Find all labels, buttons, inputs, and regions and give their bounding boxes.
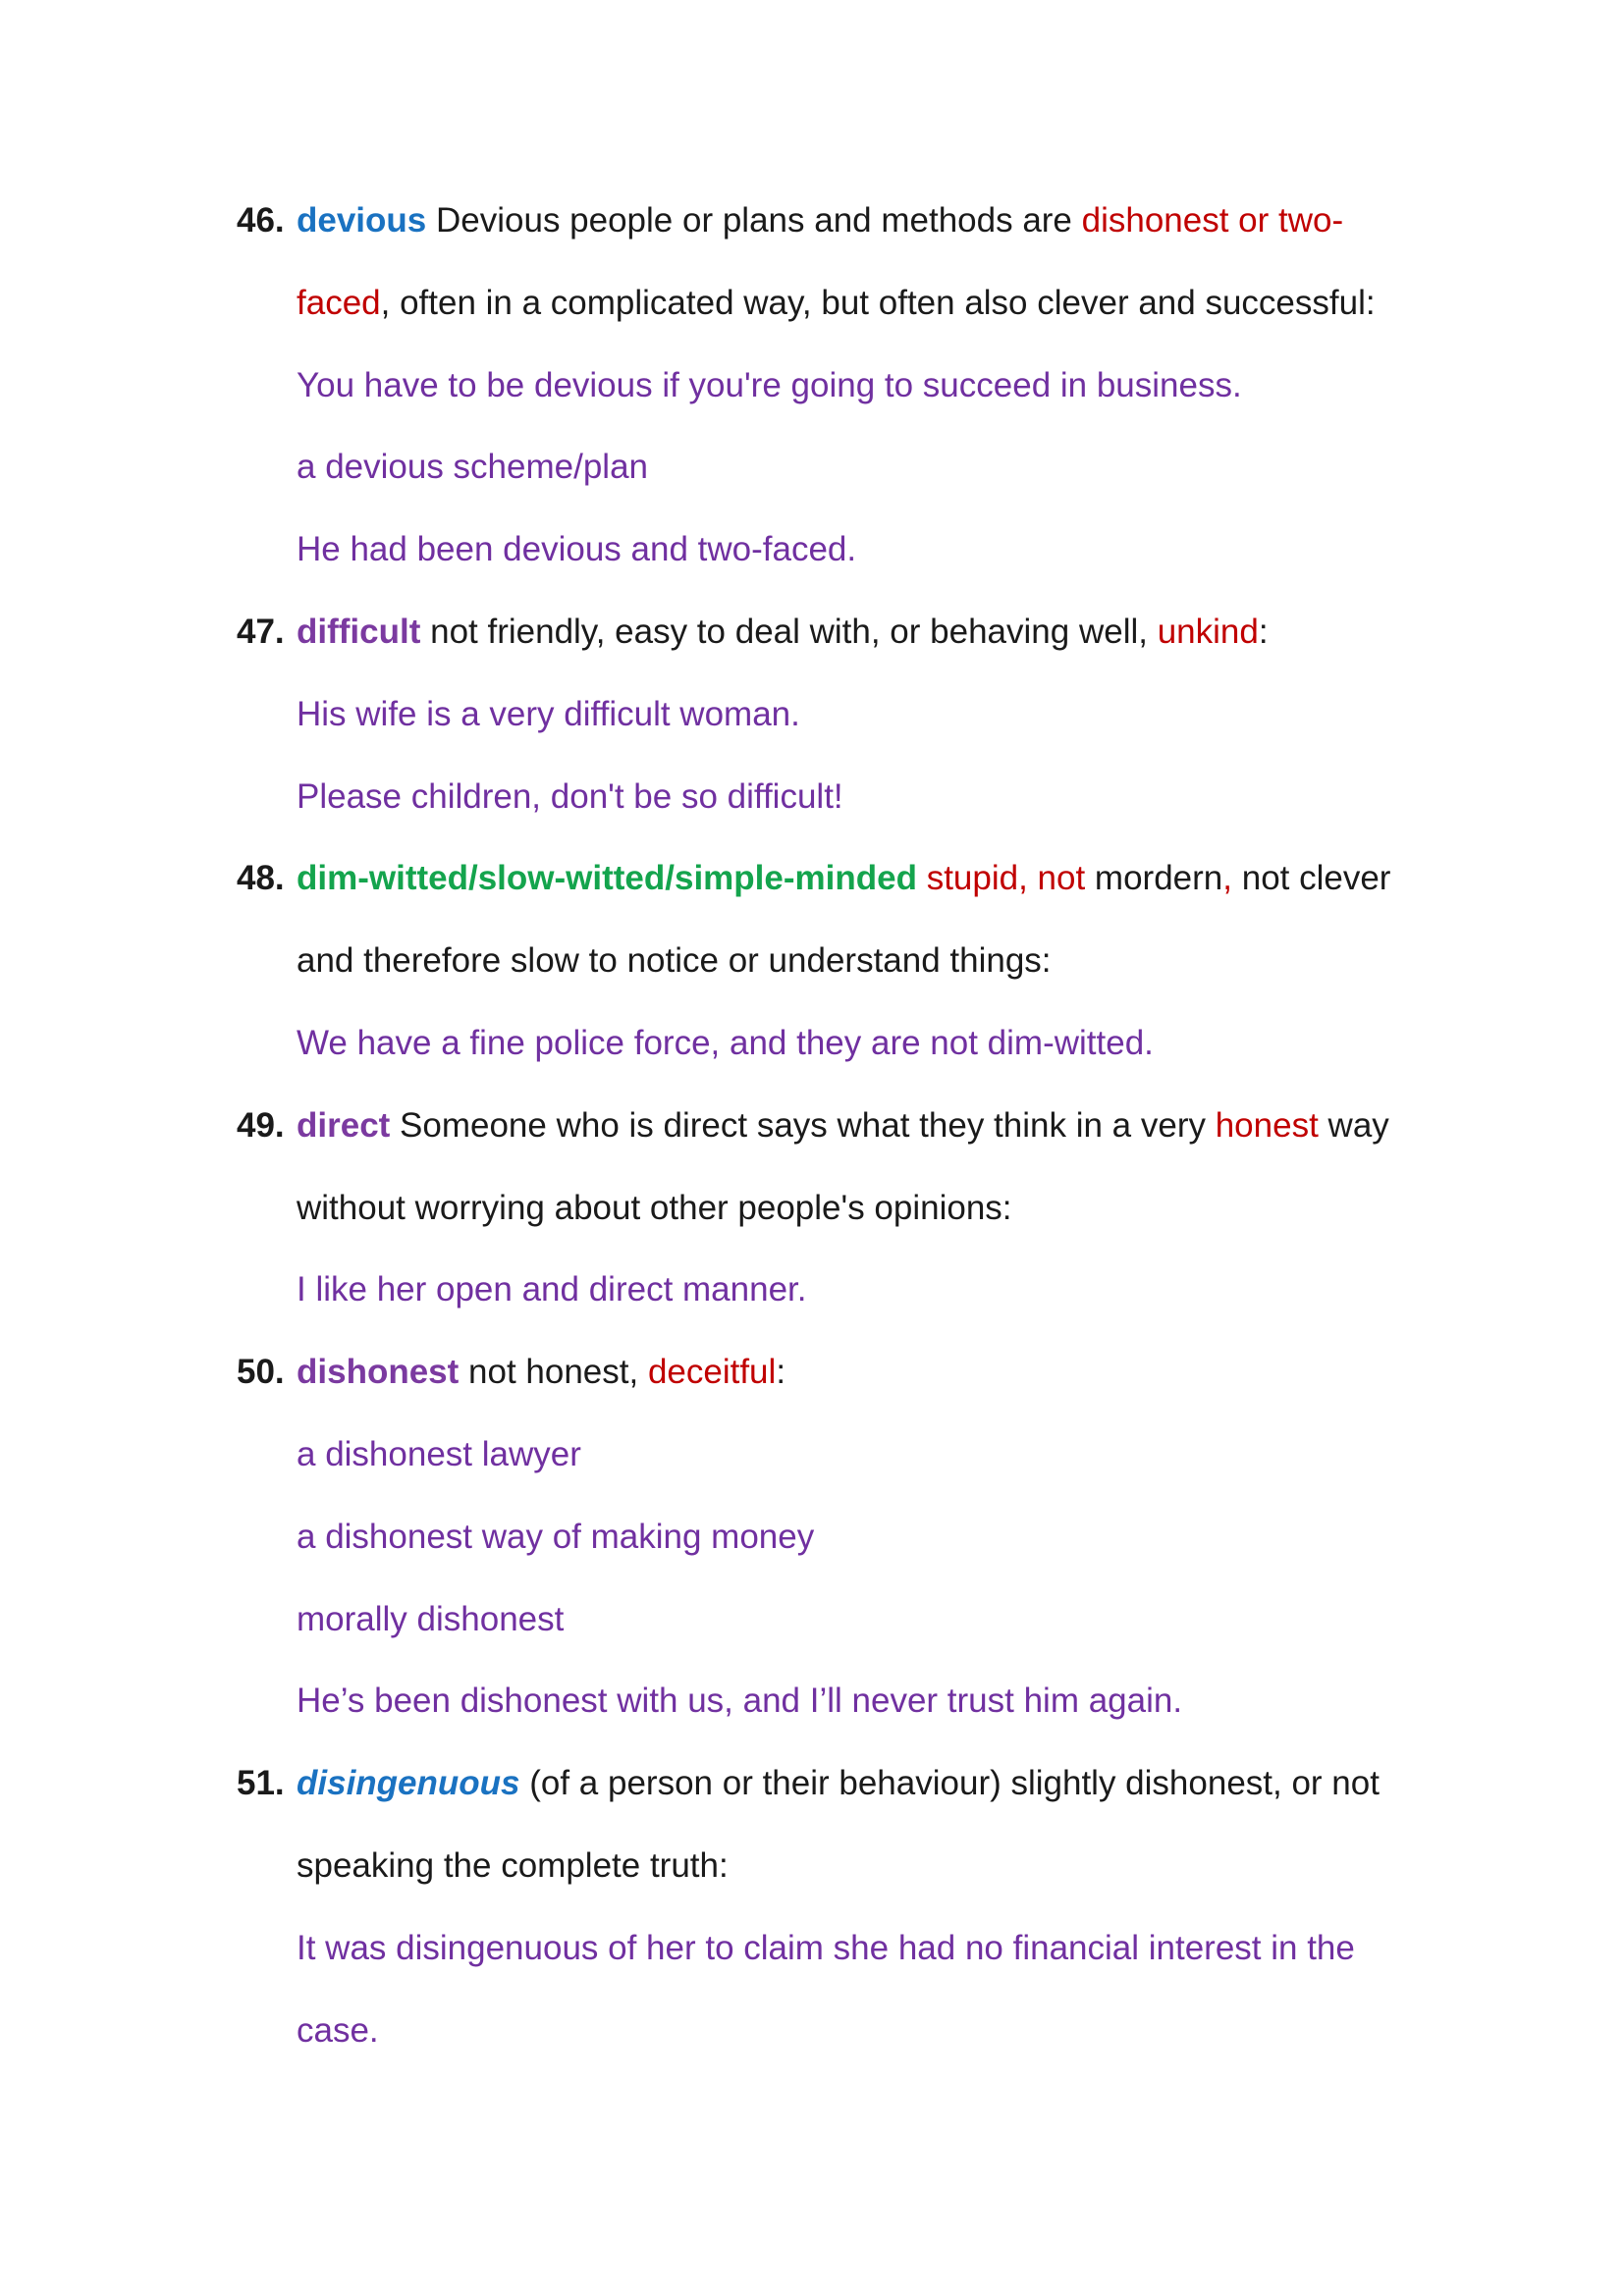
example-sentence: a dishonest lawyer [297,1434,581,1473]
glossary-entry [0,1092,1624,1338]
example-sentence: a devious scheme/plan [297,448,648,487]
glossary-entry [0,1749,1624,2078]
definition-text: : [776,1353,786,1392]
entry-line [0,1420,1624,1503]
synonym-highlight: , [1222,859,1232,898]
example-sentence: I like her open and direct manner. [297,1270,807,1309]
headword: disingenuous [297,1764,520,1803]
entry-line [0,1832,1624,1914]
synonym-highlight: deceitful [647,1353,777,1392]
example-sentence: His wife is a very difficult woman. [297,694,800,733]
definition-text [917,859,927,897]
example-sentence: case. [297,2010,379,2050]
headword: difficult [297,612,421,651]
entry-definition-line [0,844,1624,927]
glossary-entries [0,187,1624,2078]
entry-line [0,1585,1624,1668]
entry-definition-line [0,187,1624,269]
entry-number: 50. [237,1353,285,1392]
entry-line [0,1667,1624,1749]
headword: dim-witted/slow-witted/simple-minded [297,859,917,898]
entry-line [0,1174,1624,1256]
example-sentence: morally dishonest [297,1599,565,1638]
definition-text: and therefore slow to notice or understand things: [297,941,1052,981]
definition-text: without worrying about other people's opinions: [297,1188,1012,1227]
entry-line [0,1997,1624,2079]
headword: direct [297,1105,391,1145]
definition-text: Devious people or plans and methods are [426,201,1082,240]
example-sentence: He’s been dishonest with us, and I’ll never trust him again. [297,1682,1183,1721]
entry-number: 46. [237,201,285,240]
glossary-entry [0,844,1624,1091]
entry-line [0,763,1624,845]
example-sentence: It was disingenuous of her to claim she had no financial interest in the [297,1928,1355,1967]
entry-number: 47. [237,612,285,651]
entry-line [0,433,1624,515]
definition-text: not clever [1232,859,1391,898]
definition-text: not friendly, easy to deal with, or behaving well, [420,612,1158,651]
definition-text: mordern [1085,859,1223,898]
entry-line [0,927,1624,1009]
definition-text: way [1318,1105,1389,1145]
glossary-entry [0,187,1624,598]
entry-line [0,1503,1624,1585]
definition-text: , often in a complicated way, but often also clever and successful: [380,283,1376,322]
example-sentence: Please children, don't be so difficult! [297,776,843,816]
headword: dishonest [297,1353,460,1392]
definition-text: : [1258,612,1269,651]
definition-text: (of a person or their behaviour) slightly dishonest, or not [519,1764,1380,1803]
entry-definition-line [0,1338,1624,1420]
example-sentence: You have to be devious if you're going to succeed in business. [297,365,1242,404]
entry-definition-line [0,1749,1624,1832]
glossary-entry [0,598,1624,844]
synonym-highlight: faced [297,283,381,322]
entry-line [0,351,1624,434]
entry-line [0,1009,1624,1092]
entry-definition-line [0,1092,1624,1174]
headword: devious [297,201,427,240]
synonym-highlight: dishonest or two- [1081,201,1344,240]
entry-line [0,515,1624,598]
synonym-highlight: unkind [1157,612,1259,651]
definition-text: not honest, [459,1353,648,1392]
example-sentence: a dishonest way of making money [297,1517,815,1556]
entry-line [0,269,1624,351]
entry-line [0,680,1624,763]
entry-definition-line [0,598,1624,680]
synonym-highlight: stupid, not [926,859,1086,898]
entry-line [0,1255,1624,1338]
entry-number: 48. [237,859,285,898]
glossary-entry [0,1338,1624,1749]
example-sentence: We have a fine police force, and they are not dim-witted. [297,1023,1154,1062]
entry-line [0,1914,1624,1997]
entry-number: 51. [237,1764,285,1803]
entry-number: 49. [237,1105,285,1145]
synonym-highlight: honest [1215,1105,1319,1145]
definition-text: speaking the complete truth: [297,1845,729,1885]
definition-text: Someone who is direct says what they think in a very [390,1105,1216,1145]
example-sentence: He had been devious and two-faced. [297,530,857,569]
